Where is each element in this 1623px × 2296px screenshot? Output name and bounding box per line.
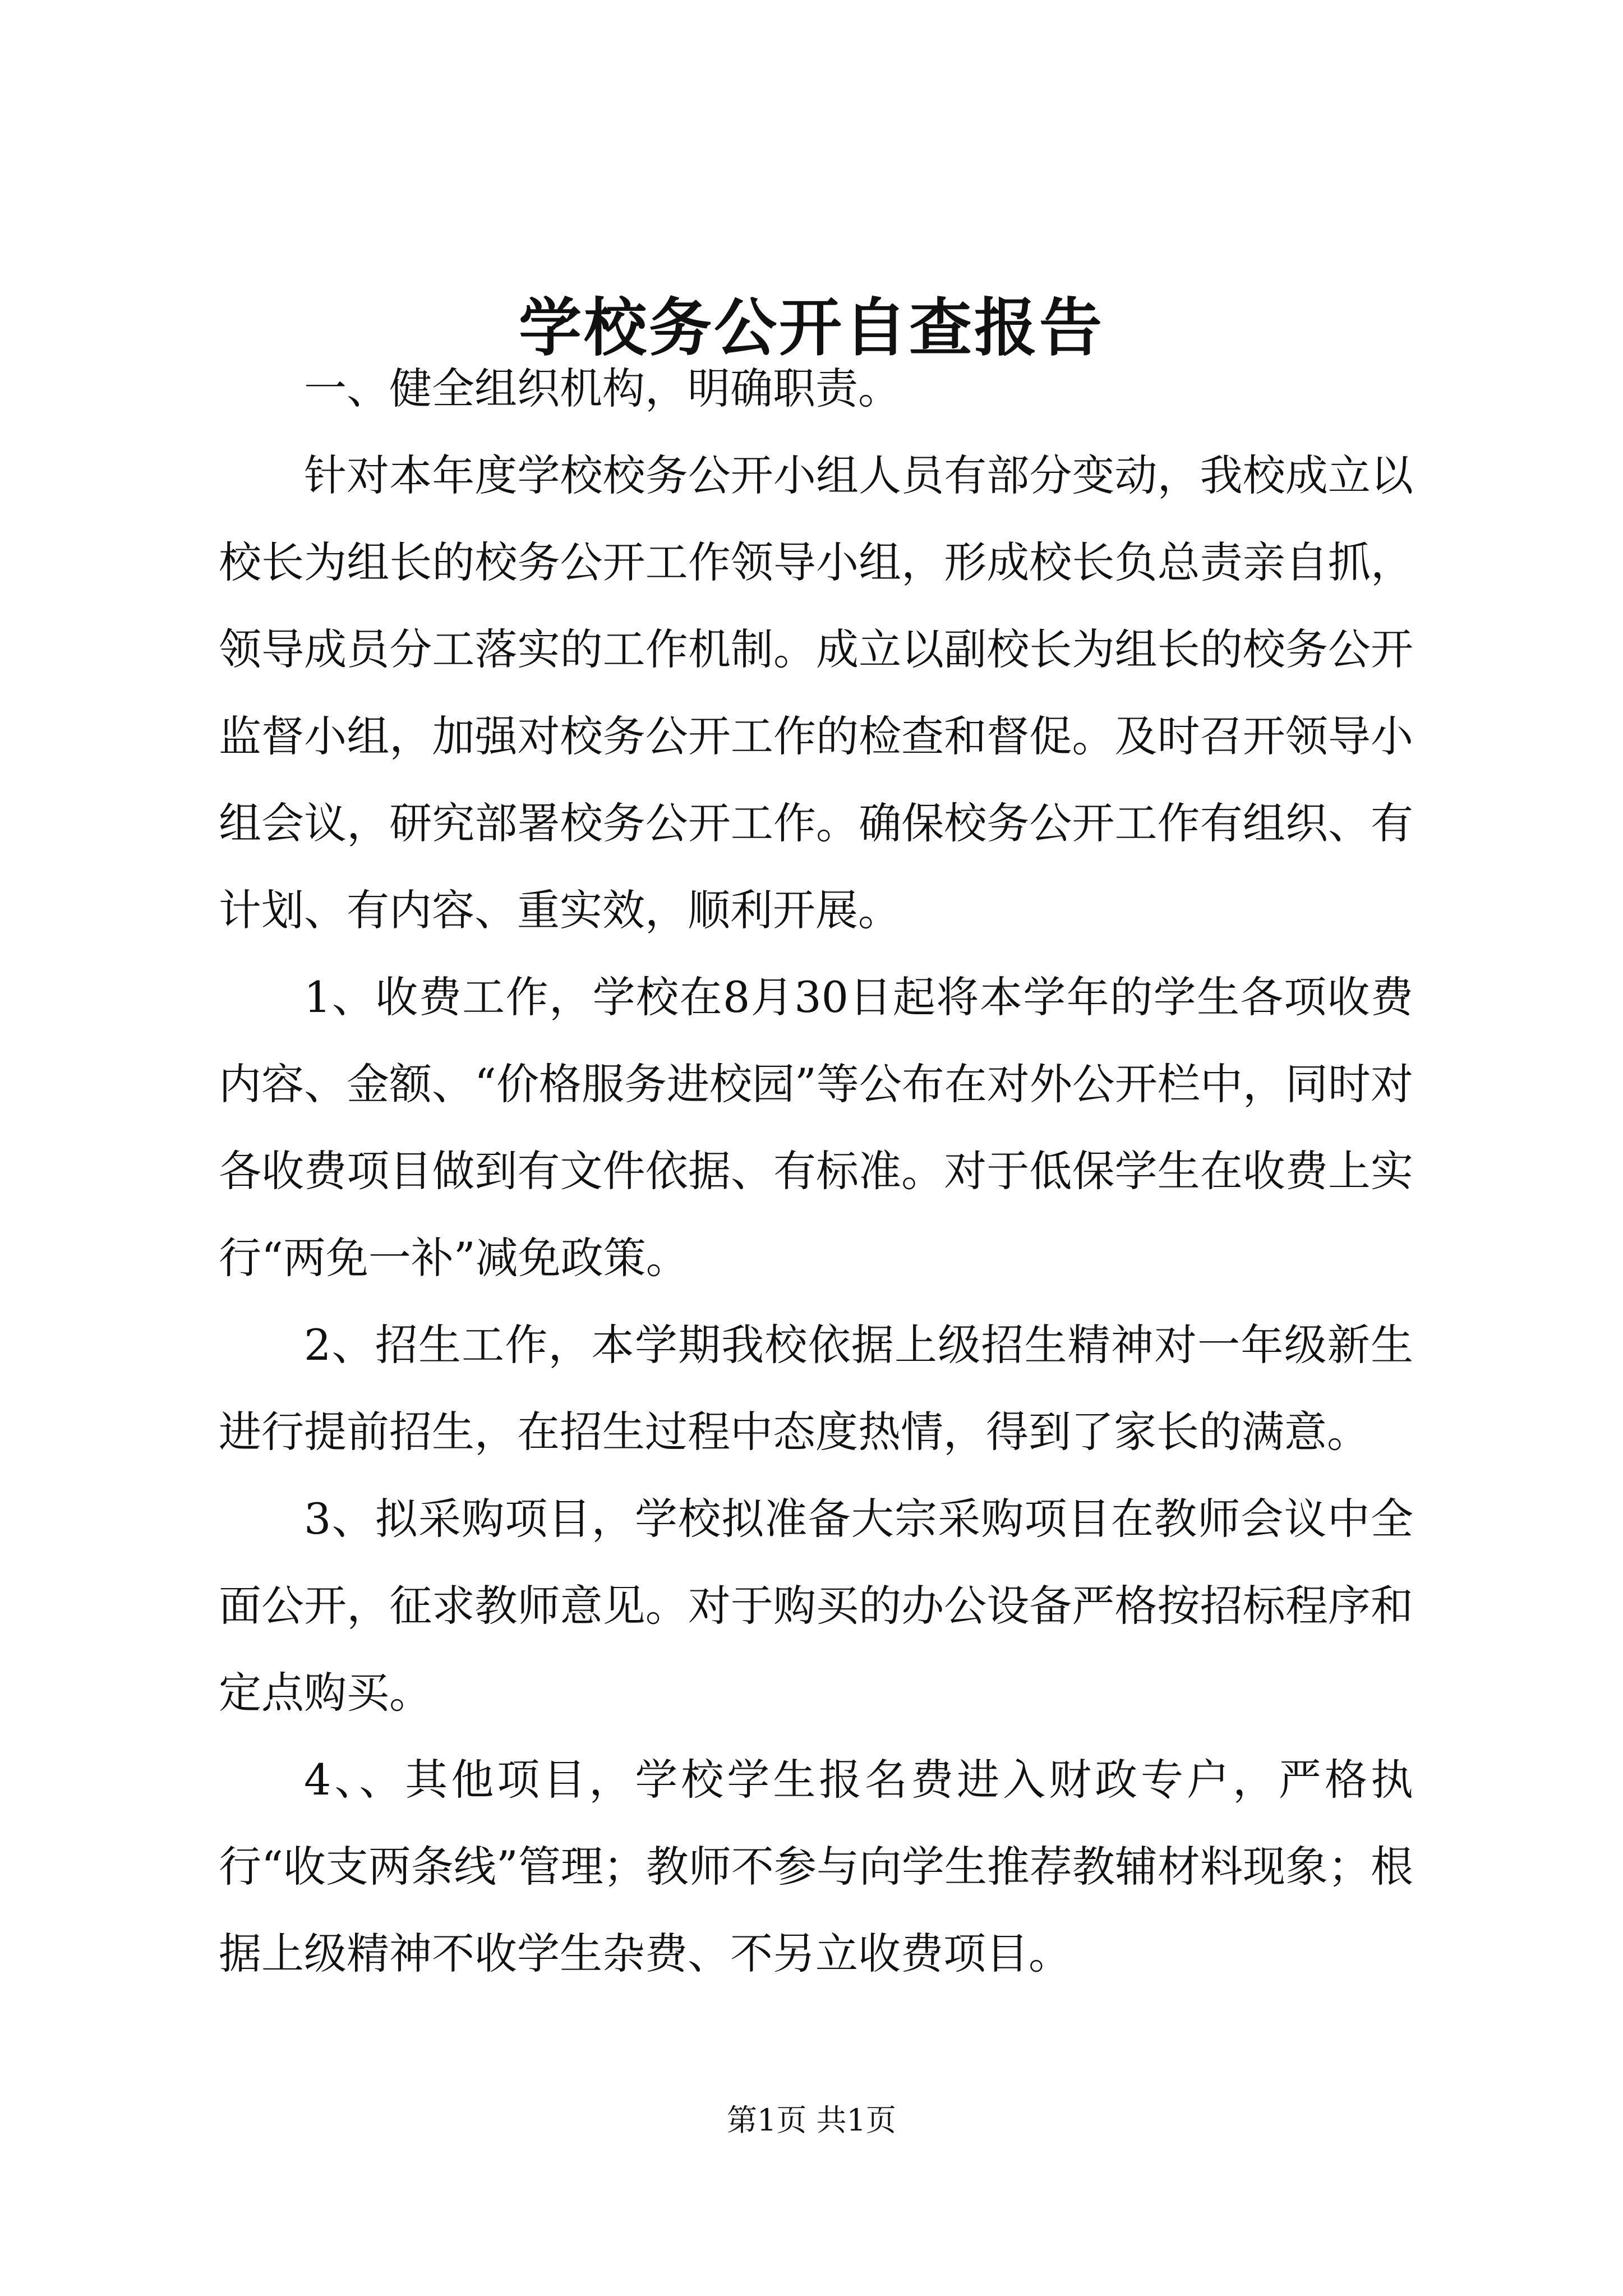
body-paragraph: 针对本年度学校校务公开小组人员有部分变动，我校成立以校长为组长的校务公开工作领导小组，形成校长负总责亲自抓，领导成员分工落实的工作机制。成立以副校长为组长的校务公开监督小组，加强对校务公开工作的检查和督促。及时召开领导小组会议，研究部署校务公开工作。确保校务公开工作有组织、有计划、有内容、重实效，顺利开展。 — [219, 450, 1413, 935]
section-heading: 一、健全组织机构，明确职责。 — [304, 364, 901, 413]
document-body — [219, 345, 1413, 1997]
document-title: 学校务公开自查报告 — [519, 291, 1104, 365]
body-paragraph: 2、招生工作，本学期我校依据上级招生精神对一年级新生进行提前招生，在招生过程中态度热情，得到了家长的满意。 — [219, 1320, 1413, 1457]
page-footer: 第1页 共1页 — [727, 2102, 896, 2138]
body-paragraph: 4、、其他项目，学校学生报名费进入财政专户，严格执行“收支两条线”管理；教师不参与向学生推荐教辅材料现象；根据上级精神不收学生杂费、不另立收费项目。 — [219, 1755, 1413, 1978]
body-paragraph: 1、收费工作，学校在8月30日起将本学年的学生各项收费内容、金额、“价格服务进校园”等公布在对外公开栏中，同时对各收费项目做到有文件依据、有标准。对于低保学生在收费上实行“两免一补”减免政策。 — [219, 972, 1413, 1283]
body-paragraph: 3、拟采购项目，学校拟准备大宗采购项目在教师会议中全面公开，征求教师意见。对于购买的办公设备严格按招标程序和定点购买。 — [219, 1494, 1413, 1718]
